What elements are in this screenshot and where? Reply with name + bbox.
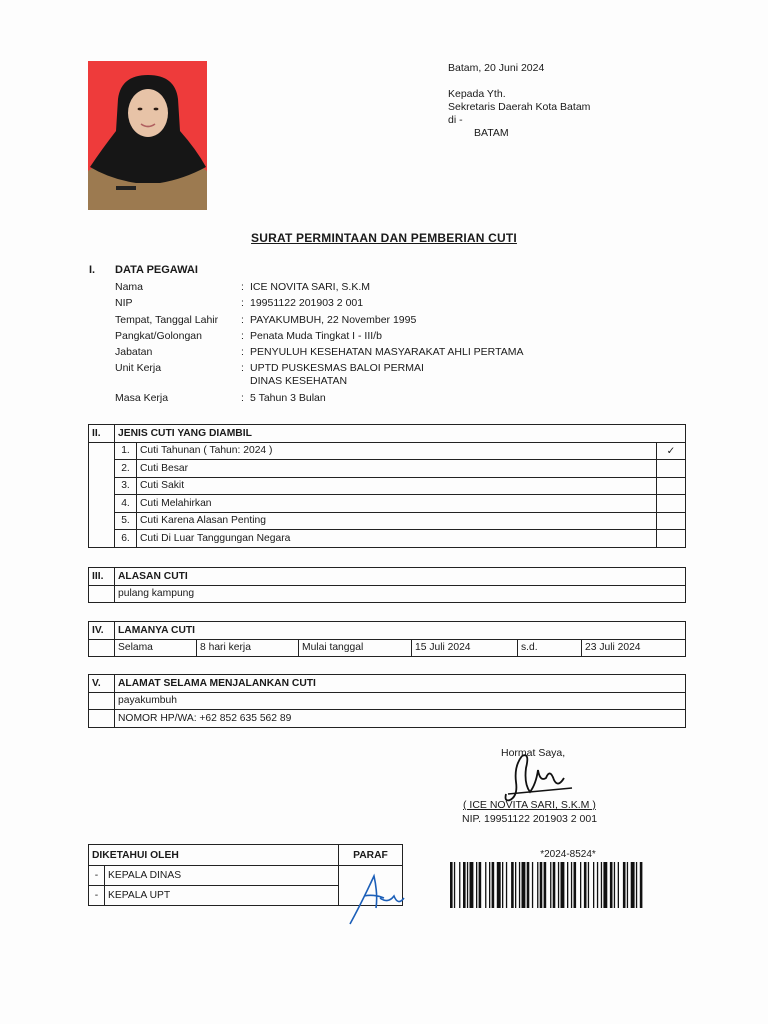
field-label-nip: NIP [115,297,133,309]
checkbox-cell[interactable] [657,512,686,530]
approval-heading: DIKETAHUI OLEH [89,845,339,866]
signatory-nip: NIP. 19951122 201903 2 001 [462,813,598,825]
field-label-unit: Unit Kerja [115,362,162,374]
section-heading: JENIS CUTI YANG DIAMBIL [115,425,686,443]
leave-type-table [88,424,686,548]
duration-value: 8 hari kerja [197,639,299,657]
table-header-row [89,568,686,586]
addressee-city: BATAM [474,127,509,139]
leave-reason-table [88,567,686,603]
leave-address-table [88,674,686,728]
field-value-nama: ICE NOVITA SARI, S.K.M [250,281,370,293]
section-heading: LAMANYA CUTI [115,622,686,640]
leave-reason-value: pulang kampung [115,585,686,603]
section-heading: ALAMAT SELAMA MENJALANKAN CUTI [115,675,686,693]
address-value: payakumbuh [115,692,686,710]
barcode-icon [450,862,686,908]
item-number: 6. [115,530,137,548]
addressee-intro: Kepada Yth. [448,88,506,100]
approver-label: KEPALA DINAS [105,866,339,886]
leave-type-label: Cuti Melahirkan [137,495,657,513]
barcode-text: *2024-8524* [540,849,596,860]
field-value-tenure: 5 Tahun 3 Bulan [250,392,326,404]
table-row [89,460,686,478]
field-value-position: PENYULUH KESEHATAN MASYARAKAT AHLI PERTAMA [250,346,524,358]
table-row [89,530,686,548]
field-value-nip: 19951122 201903 2 001 [250,297,364,309]
field-value-unit: UPTD PUSKESMAS BALOI PERMAI [250,362,424,374]
item-number: 1. [115,442,137,460]
checkbox-cell[interactable] [657,460,686,478]
section-heading: DATA PEGAWAI [115,264,198,276]
checkbox-cell[interactable] [657,530,686,548]
leave-type-label: Cuti Tahunan ( Tahun: 2024 ) [137,442,657,460]
document-title: SURAT PERMINTAAN DAN PEMBERIAN CUTI [251,231,517,245]
field-colon: : [241,330,244,342]
field-colon: : [241,392,244,404]
leave-type-label: Cuti Besar [137,460,657,478]
table-row [89,512,686,530]
person-portrait-icon [88,61,207,210]
field-label-nama: Nama [115,281,144,293]
table-header-row [89,675,686,693]
start-date-value: 15 Juli 2024 [412,639,518,657]
field-label-tenure: Masa Kerja [115,392,169,404]
checkbox-cell[interactable] [657,477,686,495]
blank-cell [89,442,115,547]
table-row [89,639,686,657]
paraf-heading: PARAF [339,845,403,866]
section-number: IV. [89,622,115,640]
paraf-signature-icon [344,868,406,928]
approver-label: KEPALA UPT [105,886,339,906]
field-colon: : [241,346,244,358]
blank-cell [89,585,115,603]
section-heading: ALASAN CUTI [115,568,686,586]
section-number: II. [89,425,115,443]
blank-cell [89,710,115,728]
addressee-di: di - [448,114,463,126]
phone-value: NOMOR HP/WA: +62 852 635 562 89 [115,710,686,728]
table-row [89,710,686,728]
table-row [89,442,686,460]
field-value-birth: PAYAKUMBUH, 22 November 1995 [250,314,417,326]
signatory-name: ( ICE NOVITA SARI, S.K.M ) [463,799,596,811]
blank-cell [89,639,115,657]
table-row [89,692,686,710]
row-dash: - [89,866,105,886]
field-label-birth: Tempat, Tanggal Lahir [115,314,219,326]
row-dash: - [89,886,105,906]
closing-text: Hormat Saya, [501,747,566,759]
item-number: 4. [115,495,137,513]
employee-photo [88,61,207,210]
field-value-rank: Penata Muda Tingkat I - III/b [250,330,382,342]
table-row [89,585,686,603]
table-header-row [89,622,686,640]
section-number: I. [89,264,96,276]
leave-type-label: Cuti Karena Alasan Penting [137,512,657,530]
blank-cell [89,692,115,710]
end-date-label: s.d. [518,639,582,657]
table-row [89,495,686,513]
field-label-rank: Pangkat/Golongan [115,330,202,342]
item-number: 3. [115,477,137,495]
section-number: III. [89,568,115,586]
duration-label: Selama [115,639,197,657]
field-colon: : [241,314,244,326]
item-number: 5. [115,512,137,530]
table-header-row [89,845,403,866]
section-number: V. [89,675,115,693]
signature-icon [500,748,580,806]
leave-type-label: Cuti Di Luar Tanggungan Negara [137,530,657,548]
place-date: Batam, 20 Juni 2024 [448,62,545,74]
checkbox-cell[interactable] [657,495,686,513]
checkbox-cell[interactable]: ✓ [657,442,686,460]
field-colon: : [241,281,244,293]
end-date-value: 23 Juli 2024 [582,639,686,657]
leave-type-label: Cuti Sakit [137,477,657,495]
field-colon: : [241,362,244,374]
leave-duration-table [88,621,686,657]
field-label-position: Jabatan [115,346,153,358]
table-row [89,477,686,495]
addressee-recipient: Sekretaris Daerah Kota Batam [448,101,591,113]
item-number: 2. [115,460,137,478]
start-date-label: Mulai tanggal [299,639,412,657]
table-header-row [89,425,686,443]
field-value-unit-2: DINAS KESEHATAN [250,375,348,387]
field-colon: : [241,297,244,309]
